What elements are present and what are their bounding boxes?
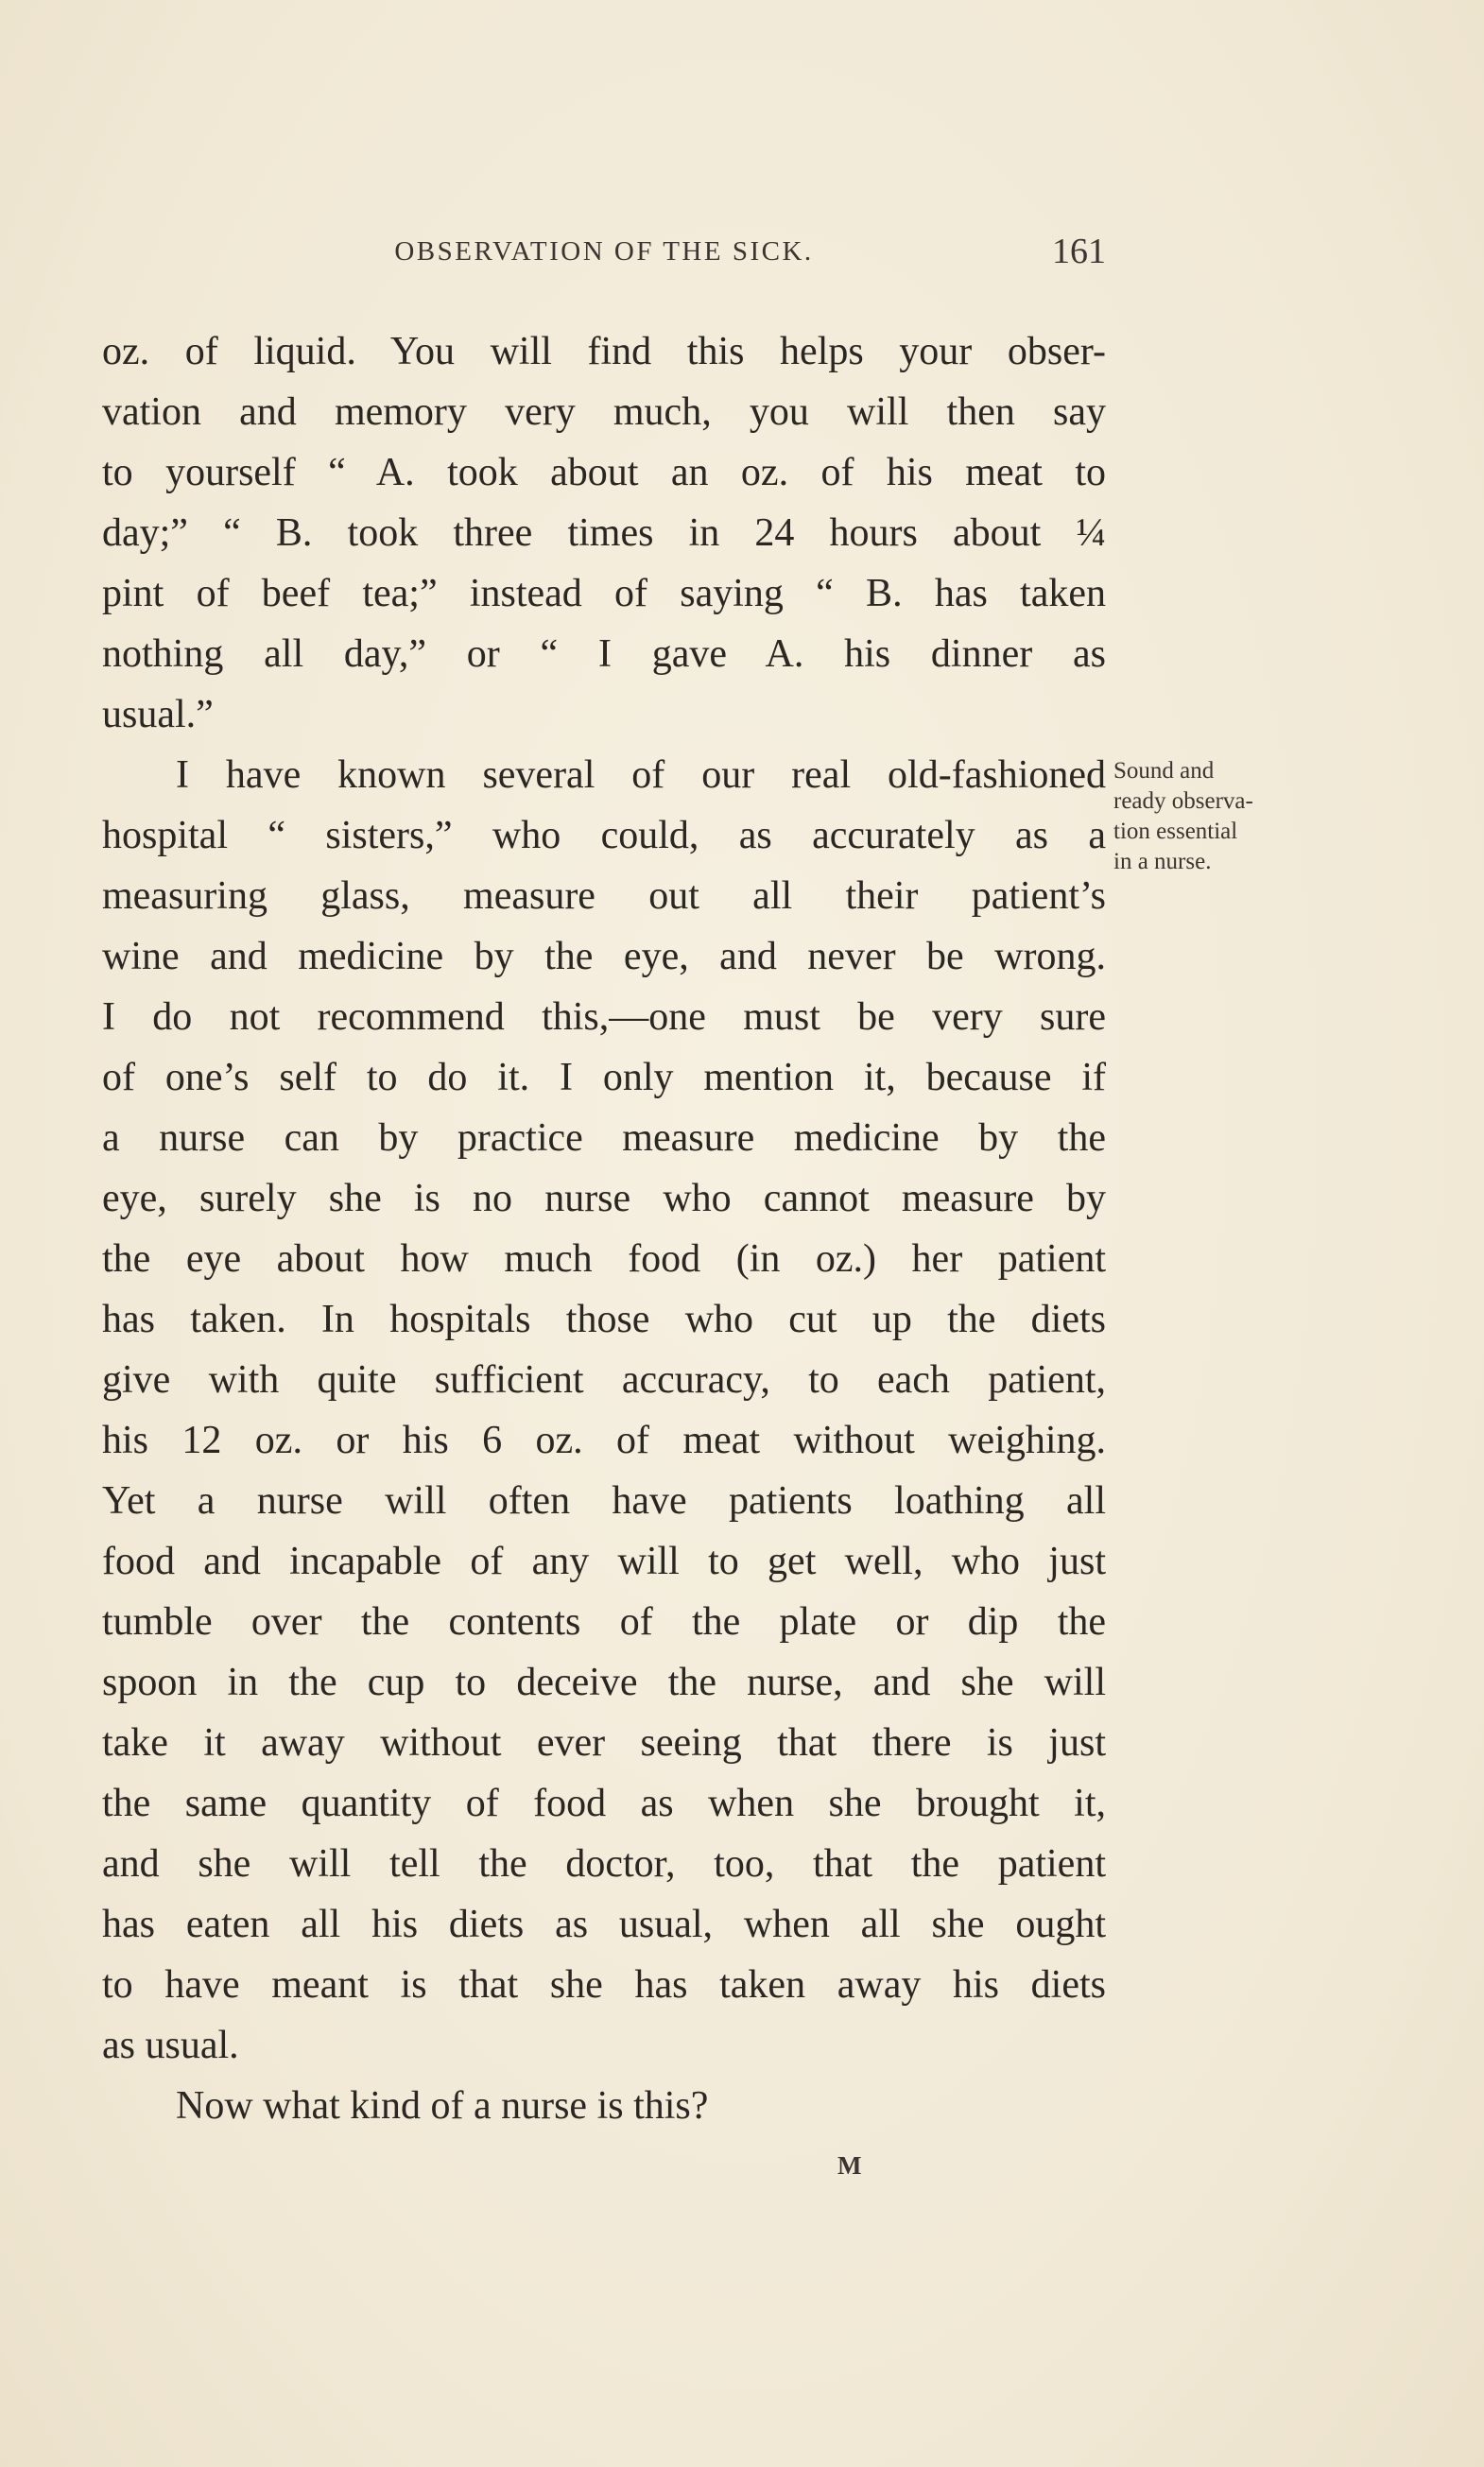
body-line: I do not recommend this,—one must be very sure xyxy=(102,995,1106,1039)
marginal-note xyxy=(1113,756,1350,877)
paragraph-start: Now what kind of a nurse is this? xyxy=(176,2084,709,2128)
signature-mark: M xyxy=(837,2151,864,2180)
body-line: has taken. In hospitals those who cut up the diets xyxy=(102,1298,1106,1341)
paragraph-start: I have known several of our real old-fashioned xyxy=(176,753,1106,797)
marginal-note-line: ready observa- xyxy=(1113,788,1253,814)
body-line: Yet a nurse will often have patients loathing all xyxy=(102,1479,1106,1523)
running-title: OBSERVATION OF THE SICK. xyxy=(394,236,814,267)
body-line: give with quite sufficient accuracy, to each patient, xyxy=(102,1358,1106,1402)
body-line: pint of beef tea;” instead of saying “ B. has taken xyxy=(102,572,1106,615)
body-line: eye, surely she is no nurse who cannot measure by xyxy=(102,1177,1106,1220)
body-line: to have meant is that she has taken away his diets xyxy=(102,1963,1106,2007)
body-line: day;” “ B. took three times in 24 hours about ¼ xyxy=(102,511,1106,555)
marginal-note-line: tion essential xyxy=(1113,819,1238,844)
marginal-note-line: in a nurse. xyxy=(1113,849,1212,874)
body-line: the same quantity of food as when she brought it, xyxy=(102,1782,1106,1825)
body-line: of one’s self to do it. I only mention it, because if xyxy=(102,1056,1106,1099)
body-line: tumble over the contents of the plate or dip the xyxy=(102,1600,1106,1644)
body-line: oz. of liquid. You will find this helps your obser- xyxy=(102,330,1106,373)
body-line: a nurse can by practice measure medicine by the xyxy=(102,1116,1106,1160)
body-line: wine and medicine by the eye, and never be wrong. xyxy=(102,935,1106,978)
page-number: 161 xyxy=(1052,232,1106,271)
running-head xyxy=(102,232,1106,284)
body-line: vation and memory very much, you will then say xyxy=(102,390,1106,434)
body-line: take it away without ever seeing that there is just xyxy=(102,1721,1106,1765)
body-line: to yourself “ A. took about an oz. of his meat to xyxy=(102,451,1106,494)
marginal-note-line: Sound and xyxy=(1113,758,1215,784)
body-line: food and incapable of any will to get well, who just xyxy=(102,1540,1106,1583)
body-line: as usual. xyxy=(102,2024,239,2067)
body-line: measuring glass, measure out all their patient’s xyxy=(102,874,1106,918)
body-line: the eye about how much food (in oz.) her patient xyxy=(102,1237,1106,1281)
body-line: usual.” xyxy=(102,693,214,736)
body-line: has eaten all his diets as usual, when all she ought xyxy=(102,1903,1106,1946)
body-line: spoon in the cup to deceive the nurse, and she will xyxy=(102,1661,1106,1704)
body-text xyxy=(102,321,1106,2136)
body-line: hospital “ sisters,” who could, as accurately as a xyxy=(102,814,1106,857)
body-line: and she will tell the doctor, too, that the patient xyxy=(102,1842,1106,1886)
body-line: nothing all day,” or “ I gave A. his dinner as xyxy=(102,632,1106,676)
body-line: his 12 oz. or his 6 oz. of meat without weighing. xyxy=(102,1419,1106,1462)
